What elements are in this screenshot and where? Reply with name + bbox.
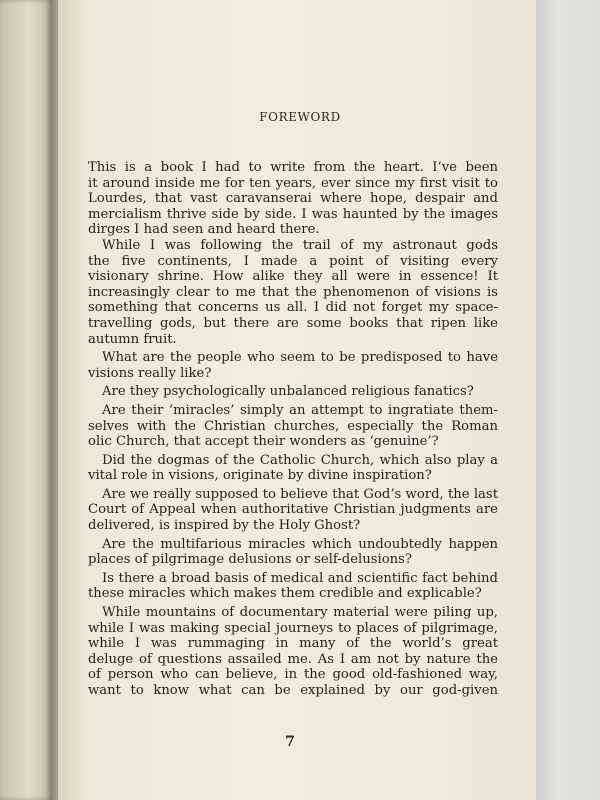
text-line: of person who can believe, in the good old-fashioned way, bbox=[88, 667, 498, 683]
text-line: visionary shrine. How alike they all were in essence! It bbox=[88, 269, 498, 285]
text-line: Are the multifarious miracles which undoubtedly happen bbox=[102, 536, 498, 552]
text-line: want to know what can be explained by our god-given bbox=[88, 683, 498, 698]
text-line: olic Church, that accept their wonders as ‘genuine’? bbox=[88, 434, 439, 450]
chapter-heading: FOREWORD bbox=[259, 110, 341, 124]
text-line: Are we really supposed to believe that God’s word, the last bbox=[102, 486, 498, 502]
text-line: This is a book I had to write from the heart. I’ve been bbox=[88, 160, 498, 175]
text-line: delivered, is inspired by the Holy Ghost? bbox=[88, 518, 361, 534]
text-line: while I was making special journeys to places of pilgrimage, bbox=[88, 620, 498, 636]
text-line: it around inside me for ten years, ever since my first visit to bbox=[88, 175, 498, 191]
text-line: Is there a broad basis of medical and scientific fact behind bbox=[102, 570, 498, 586]
text-line: Are they psychologically unbalanced religious fanatics? bbox=[102, 384, 474, 400]
text-line: dirges I had seen and heard there. bbox=[88, 222, 320, 238]
body-text bbox=[88, 160, 498, 699]
text-line: these miracles which makes them credible and explicable? bbox=[88, 586, 482, 602]
text-line: While mountains of documentary material were piling up, bbox=[102, 605, 498, 621]
text-line: deluge of questions assailed me. As I am not by nature the bbox=[88, 651, 498, 667]
text-line: the five continents, I made a point of visiting every bbox=[88, 253, 498, 269]
page-number: 7 bbox=[285, 734, 295, 750]
text-line: mercialism thrive side by side. I was haunted by the images bbox=[88, 206, 498, 222]
text-line: Are their ‘miracles’ simply an attempt to ingratiate them- bbox=[102, 402, 498, 418]
text-line: selves with the Christian churches, especially the Roman bbox=[88, 418, 498, 434]
text-line: visions really like? bbox=[88, 365, 212, 381]
table-surface bbox=[536, 0, 600, 800]
text-line: something that concerns us all. I did not forget my space- bbox=[88, 300, 498, 316]
text-line: What are the people who seem to be predisposed to have bbox=[102, 350, 498, 366]
text-line: Did the dogmas of the Catholic Church, which also play a bbox=[102, 452, 498, 468]
text-line: travelling gods, but there are some books that ripen like bbox=[88, 315, 498, 331]
text-line: Court of Appeal when authoritative Christian judgments are bbox=[88, 502, 498, 518]
text-line: increasingly clear to me that the phenomenon of visions is bbox=[88, 284, 498, 300]
previous-page-edge bbox=[0, 0, 52, 800]
text-line: While I was following the trail of my astronaut gods bbox=[102, 237, 498, 253]
text-line: autumn fruit. bbox=[88, 331, 177, 347]
text-line: places of pilgrimage delusions or self-delusions? bbox=[88, 552, 412, 568]
text-line: vital role in visions, originate by divine inspiration? bbox=[88, 468, 432, 484]
text-line: Lourdes, that vast caravanserai where hope, despair and bbox=[88, 191, 498, 207]
text-line: while I was rummaging in many of the world’s great bbox=[88, 636, 498, 652]
